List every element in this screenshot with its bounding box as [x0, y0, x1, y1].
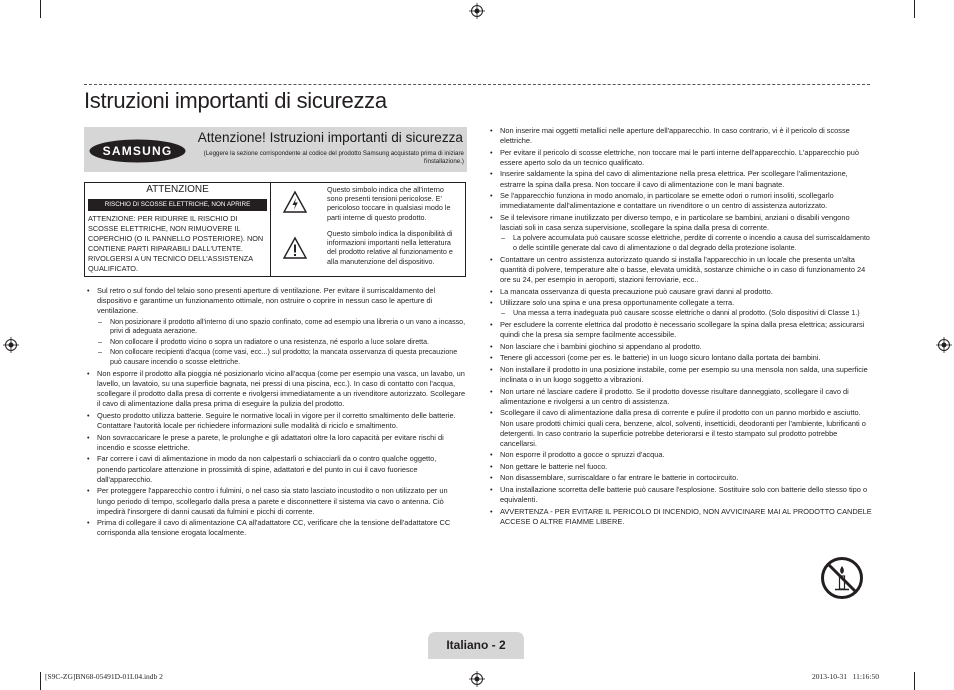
bullet-icon: • [490, 320, 493, 330]
list-item-text: Non gettare le batterie nel fuoco. [500, 461, 608, 471]
warning-band: RISCHIO DI SCOSSE ELETTRICHE, NON APRIRE [88, 199, 267, 211]
bullet-icon: • [490, 364, 493, 374]
list-item-text: Non installare il prodotto in una posizione instabile, come per esempio su una mensola non salda, una superficie inclinata o in un luogo soggetto a vibrazioni. [500, 364, 868, 385]
dash-icon: – [98, 337, 102, 346]
list-item-text: Non lasciare che i bambini giochino si appendano al prodotto. [500, 341, 702, 351]
list-item-text: AVVERTENZA - PER EVITARE IL PERICOLO DI INCENDIO, NON AVVICINARE MAI AL PRODOTTO CANDELE ACCESE O ALTRE FIAMME LIBERE. [500, 506, 872, 526]
list-item-text: Questo prodotto utilizza batterie. Seguire le normative locali in vigore per il corretto smaltimento delle batterie. Contattare l'autorità locale per richiedere informazioni sulle modalità di riciclo e smaltimento. [97, 410, 456, 431]
sub-list-item-text: Non collocare recipienti d'acqua (come vasi, ecc...) sul prodotto; la mancata osservanza di questa precauzione può causare incendio o scosse elettriche. [110, 348, 458, 366]
list-item [487, 485, 873, 505]
bullet-icon: • [490, 212, 493, 222]
list-item [487, 365, 873, 385]
list-item [487, 387, 873, 407]
sub-list-item-text: Una messa a terra inadeguata può causare scosse elettriche o danni al prodotto. (Solo dispositivi di Classe 1.) [513, 309, 860, 318]
symbol-description: Questo simbolo indica che all'interno sono presenti tensioni pericolose. E' pericoloso toccare in qualsiasi modo le parti interne di questo prodotto. [327, 185, 451, 222]
sub-list-item-text: Non collocare il prodotto vicino o sopra un radiatore o una resistenza, né esporlo a luce solare diretta. [110, 337, 430, 346]
bullet-icon: • [490, 386, 493, 396]
registration-mark-icon [469, 3, 485, 19]
list-item [487, 169, 873, 189]
bullet-icon: • [490, 341, 493, 351]
lightning-warning-icon [283, 190, 307, 214]
sub-list [500, 309, 873, 319]
list-item [487, 342, 873, 352]
bullet-icon: • [87, 518, 90, 528]
bullet-icon: • [490, 286, 493, 296]
sub-list-item [97, 348, 467, 367]
dash-icon: – [501, 234, 505, 243]
list-item-text: Non disassemblare, surriscaldare o far entrare le batterie in cortocircuito. [500, 473, 739, 483]
bullet-icon: • [87, 368, 90, 378]
list-item-text: Se il televisore rimane inutilizzato per diverso tempo, e in particolare se bambini, anziani o disabili vengono lasciati soli in casa senza supervisione, scollegare la spina dalla presa di corrente. [500, 212, 850, 233]
list-item-text: Prima di collegare il cavo di alimentazione CA all'adattatore CC, verificare che la tensione dell'adattatore CC corrisponda alla tensione erogata localmente. [97, 518, 451, 538]
bullet-icon: • [490, 254, 493, 264]
sub-list-item-text: La polvere accumulata può causare scosse elettriche, perdite di corrente o incendio a causa del surriscaldamento o delle scintille generate dal cavo di alimentazione o dal degrado della protezione isolante. [513, 234, 870, 252]
bullet-icon: • [490, 506, 493, 516]
list-item-text: Non inserire mai oggetti metallici nelle aperture dell'apparecchio. In caso contrario, vi è il pericolo di scosse elettriche. [500, 126, 850, 146]
list-item-text: Per escludere la corrente elettrica dal prodotto è necessario scollegare la spina dalla presa elettrica; assicurarsi quindi che la presa sia sempre facilmente accessibile. [500, 320, 865, 340]
bullet-icon: • [490, 450, 493, 460]
bullet-icon: • [490, 461, 493, 471]
list-item-text: Per evitare il pericolo di scosse elettriche, non toccare mai le parti interne dell'apparecchio. L'apparecchio può essere aperto solo da un tecnico qualificato. [500, 147, 860, 167]
warning-title: ATTENZIONE [146, 184, 209, 195]
list-item [487, 213, 873, 254]
list-item-text: Utilizzare solo una spina e una presa opportunamente collegate a terra. [500, 298, 735, 308]
dash-icon: – [98, 317, 102, 326]
sub-list [500, 234, 873, 253]
crop-mark [40, 672, 41, 690]
sub-list-item [500, 309, 873, 319]
banner-subtitle: (Leggere la sezione corrispondente al codice del prodotto Samsung acquistato prima di iniziare l'installazione.) [203, 150, 464, 165]
samsung-logo [88, 138, 187, 164]
list-item [487, 462, 873, 472]
exclamation-warning-icon [283, 236, 307, 260]
bullet-icon: • [87, 410, 90, 420]
list-item-text: Scollegare il cavo di alimentazione dalla presa di corrente e pulire il prodotto con un panno morbido e asciutto. Non usare prodotti chimici quali cera, benzene, alcol, solventi, insetticidi, deodoranti per l'ambiente, lubrificanti o detergenti. In caso contrario la superficie potrebbe deteriorarsi e il testo stampato sul prodotto potrebbe cancellarsi. [500, 408, 866, 448]
safety-list-left [84, 286, 467, 540]
list-item [487, 298, 873, 319]
safety-list-right [487, 126, 873, 528]
list-item-text: Tenere gli accessori (come per es. le batterie) in un luogo sicuro lontano dalla portata dei bambini. [500, 353, 821, 363]
dash-icon: – [98, 348, 102, 357]
list-item [84, 369, 467, 410]
header-dashed-rule [84, 84, 870, 85]
sub-list-item [500, 234, 873, 253]
bullet-icon: • [490, 298, 493, 308]
bullet-icon: • [490, 353, 493, 363]
list-item [487, 148, 873, 168]
sub-list-item-text: Non posizionare il prodotto all'interno di uno spazio confinato, come ad esempio una libreria o un vano a incasso, privi di adeguata aerazione. [110, 317, 466, 336]
registration-mark-icon [936, 337, 952, 353]
list-item-text: Contattare un centro assistenza autorizzato quando si installa l'apparecchio in un locale che presenta un'alta quantità di polvere, temperature alte o basse, elevata umidità, sostanze chimiche o in caso di funzionamento 24 ore su 24, per esempio in aeroporti, stazioni ferroviarie, ecc.. [500, 254, 866, 285]
no-open-flame-icon [820, 556, 864, 600]
list-item-text: Se l'apparecchio funziona in modo anomalo, in particolare se emette odori o rumori insoliti, scollegarlo immediatamente dall'alimentazione e contattare un rivenditore o un centro di assistenza autorizzato. [500, 191, 834, 211]
list-item-text: La mancata osservanza di questa precauzione può causare gravi danni al prodotto. [500, 286, 773, 296]
list-item [487, 191, 873, 211]
registration-mark-icon [3, 337, 19, 353]
list-item-text: Per proteggere l'apparecchio contro i fulmini, o nel caso sia stato lasciato incustodito o non utilizzato per un lungo periodo di tempo, scollegarlo dalla presa a parete e disconnettere il sistema via cavo o antenna. Ciò impedirà l'insorgere di danni causati da fulmini e picchi di corrente. [97, 486, 448, 516]
list-item [487, 287, 873, 297]
list-item [487, 507, 873, 527]
bullet-icon: • [490, 484, 493, 494]
banner-title: Attenzione! Istruzioni importanti di sicurezza [197, 130, 463, 145]
list-item [84, 454, 467, 485]
list-item [84, 486, 467, 517]
bullet-icon: • [490, 191, 493, 201]
print-slug-left: [S9C-ZG]BN68-05491D-01L04.indb 2 [45, 672, 163, 681]
list-item-text: Non sovraccaricare le prese a parete, le prolunghe e gli adattatori oltre la loro capacità per evitare rischi di incendio e scosse elettriche. [97, 432, 444, 452]
list-item [84, 518, 467, 538]
bullet-icon: • [87, 432, 90, 442]
registration-mark-icon [469, 671, 485, 687]
list-item [487, 255, 873, 286]
list-item [487, 126, 873, 146]
list-item-text: Una installazione scorretta delle batterie può causare l'esplosione. Sostituire solo con batterie dello stesso tipo o equivalenti. [500, 484, 868, 505]
list-item-text: Far correre i cavi di alimentazione in modo da non calpestarli o schiacciarli da o contro qualche oggetto, ponendo particolare attenzione in prossimità di spine, adattatori e del punto in cui il cavo fuoriesce dall'apparecchio. [97, 454, 437, 484]
dash-icon: – [501, 309, 505, 318]
bullet-icon: • [490, 473, 493, 483]
list-item [487, 473, 873, 483]
list-item [487, 353, 873, 363]
bullet-icon: • [490, 147, 493, 157]
page-title: Istruzioni importanti di sicurezza [84, 88, 387, 113]
bullet-icon: • [87, 286, 90, 295]
sub-list-item [97, 318, 467, 337]
crop-mark [914, 0, 915, 18]
list-item [487, 450, 873, 460]
sub-list [97, 318, 467, 368]
list-item-text: Non esporre il prodotto alla pioggia né posizionarlo vicino all'acqua (come per esempio una vasca, un lavabo, un lavello, un lavatoio, su una superficie bagnata, nei pressi di una piscina, ecc.). In caso di contatto con l'acqua, scollegare il prodotto dalla presa di corrente e rivolgersi immediatamente a un rivenditore autorizzato. Scollegare il cavo di alimentazione dalla presa prima di eseguire la pulizia del prodotto. [97, 368, 466, 409]
page-number: Italiano - 2 [446, 638, 506, 652]
list-item-text: Sul retro o sul fondo del telaio sono presenti aperture di ventilazione. Per evitare il surriscaldamento del dispositivo e garantirne un funzionamento ottimale, non ostruire o coprire in nessun caso le aperture di ventilazione. [97, 286, 436, 316]
crop-mark [40, 0, 41, 18]
bullet-icon: • [490, 169, 493, 179]
bullet-icon: • [490, 126, 493, 135]
sub-list-item [97, 338, 467, 348]
list-item-text: Non urtare né lasciare cadere il prodotto. Se il prodotto dovesse risultare danneggiato, scollegare il cavo di alimentazione e rivolgersi a un centro di assistenza. [500, 386, 849, 406]
list-item [84, 286, 467, 368]
list-item [487, 408, 873, 449]
print-slug-right: 2013-10-31 11:16:50 [812, 672, 880, 681]
list-item [84, 411, 467, 431]
list-item-text: Non esporre il prodotto a gocce o spruzzi d'acqua. [500, 450, 665, 460]
warning-text: ATTENZIONE: PER RIDURRE IL RISCHIO DI SCOSSE ELETTRICHE, NON RIMUOVERE IL COPERCHIO (O IL PANNELLO POSTERIORE). NON CONTIENE PARTI RIPARABILI DALL'UTENTE. RIVOLGERSI A UN TECNICO DELL'ASSISTENZA QUALIFICATO. [88, 214, 264, 274]
list-item [487, 320, 873, 340]
list-item [84, 433, 467, 453]
crop-mark [914, 672, 915, 690]
bullet-icon: • [87, 454, 90, 464]
bullet-icon: • [87, 486, 90, 496]
svg-text:SAMSUNG: SAMSUNG [102, 144, 173, 159]
symbol-description: Questo simbolo indica la disponibilità di informazioni importanti nella letteratura del prodotto relative al funzionamento e alla manutenzione del dispositivo. [327, 229, 453, 266]
bullet-icon: • [490, 408, 493, 418]
list-item-text: Inserire saldamente la spina del cavo di alimentazione nella presa elettrica. Per scollegare l'alimentazione, estrarre la spina dalla presa. Non toccare il cavo di alimentazione con le mani bagnate. [500, 169, 848, 189]
